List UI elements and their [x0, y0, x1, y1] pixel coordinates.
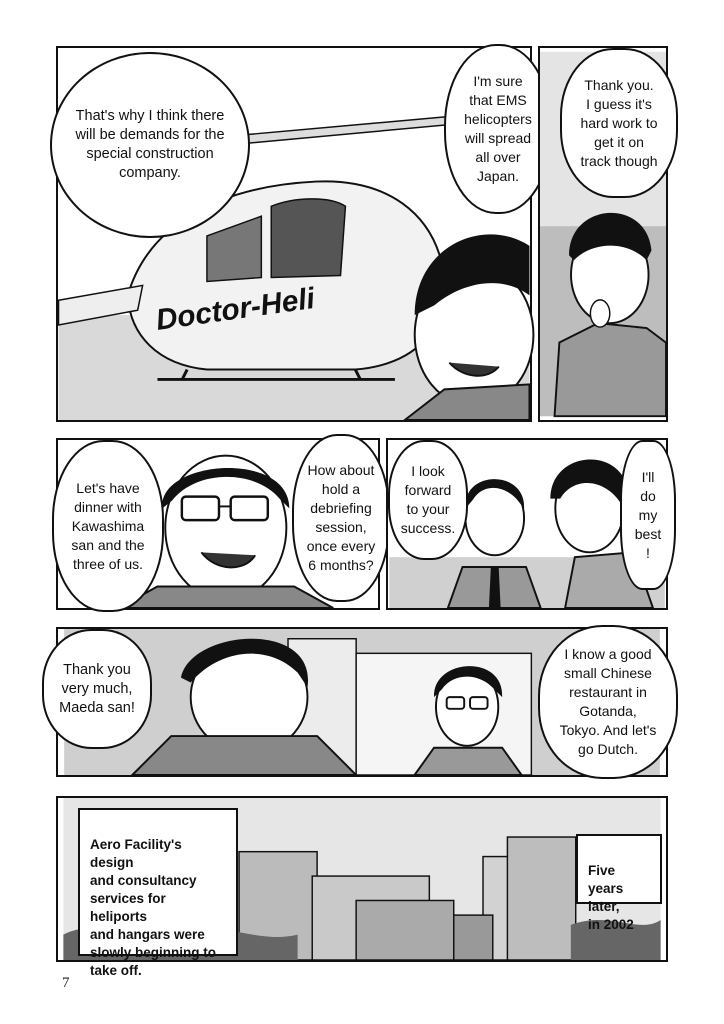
page-number: 7 [62, 975, 70, 991]
panel-helicopter [56, 46, 532, 422]
speech-bubble-look-forward: I look forward to your success. [388, 440, 468, 560]
caption-five-years-later: Five years later, in 2002 [576, 834, 662, 904]
panel-city-2002 [56, 796, 668, 978]
speech-bubble-construction: That's why I think there will be demands for the special construction company. [50, 52, 250, 238]
speech-bubble-chinese-restaurant: I know a good small Chinese restaurant in Gotanda, Tokyo. And let's go Dutch. [538, 625, 678, 779]
speech-bubble-dinner: Let's have dinner with Kawashima san and the three of us. [52, 440, 164, 612]
panel-glasses-man [56, 438, 380, 610]
panel-thanks-maeda [56, 627, 668, 777]
speech-bubble-thank-maeda: Thank you very much, Maeda san! [42, 629, 152, 749]
speech-bubble-thank-you: Thank you. I guess it's hard work to get it on track though [560, 48, 678, 198]
speech-bubble-debriefing: How about hold a debriefing session, once every 6 months? [292, 434, 390, 602]
speech-bubble-do-my-best: I'll do my best ! [620, 440, 676, 590]
caption-aero-facility: Aero Facility's design and consultancy services for heliports and hangars were slowly beginning to take off. [78, 808, 238, 956]
helicopter-lettering: Doctor-Heli [153, 281, 317, 337]
panel-thinking-man [538, 46, 668, 422]
speech-bubble-ems-helicopters: I'm sure that EMS helicopters will spread all over Japan. [444, 44, 552, 214]
panel-two-men [386, 438, 668, 610]
